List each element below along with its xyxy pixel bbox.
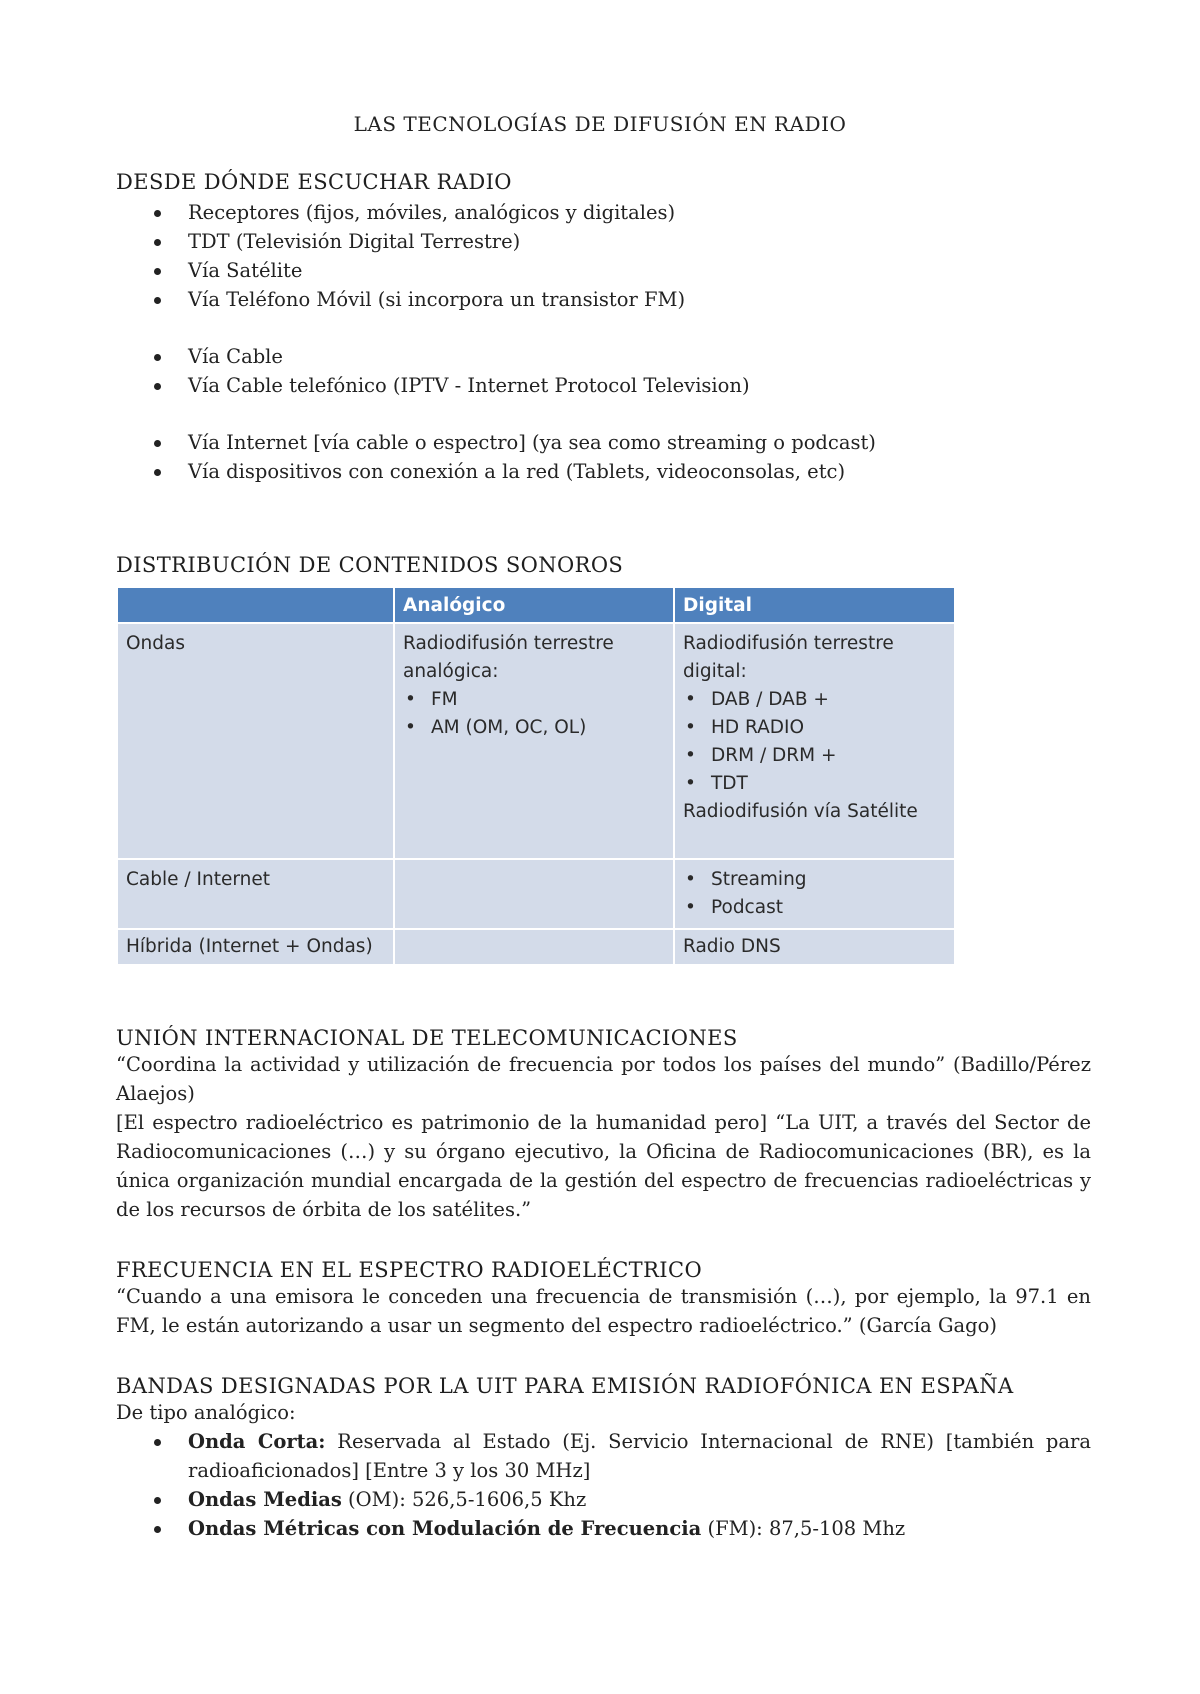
bullet-icon xyxy=(154,469,161,476)
list-item: TDT (Televisión Digital Terrestre) xyxy=(116,227,1091,256)
table-header-cell: Digital xyxy=(674,588,954,623)
table-cell xyxy=(674,859,954,929)
section-frequency xyxy=(116,1258,1091,1340)
section-heading: UNIÓN INTERNACIONAL DE TELECOMUNICACIONES xyxy=(116,1026,738,1050)
distribution-table xyxy=(118,588,954,964)
list-item: Vía Internet [vía cable o espectro] (ya sea como streaming o podcast) xyxy=(116,428,1091,457)
table-cell: Híbrida (Internet + Ondas) xyxy=(118,929,394,964)
table-row xyxy=(118,623,954,859)
list-item: • DAB / DAB + xyxy=(683,686,946,714)
bullet-icon: • xyxy=(685,773,696,794)
bullet-icon: • xyxy=(685,745,696,766)
bullet-icon xyxy=(154,210,161,217)
table-cell: Radiodifusión terrestre analógica: • FM • AM (OM, OC, OL) xyxy=(394,623,674,859)
table-header-cell: Analógico xyxy=(394,588,674,623)
section-heading: BANDAS DESIGNADAS POR LA UIT PARA EMISIÓN RADIOFÓNICA EN ESPAÑA xyxy=(116,1374,1014,1398)
section-bands xyxy=(116,1374,1091,1543)
paragraph: De tipo analógico: xyxy=(116,1401,296,1424)
list-item: Vía dispositivos con conexión a la red (Tablets, videoconsolas, etc) xyxy=(116,457,1091,486)
list-item: Ondas Métricas con Modulación de Frecuencia (FM): 87,5-108 Mhz xyxy=(116,1514,1091,1543)
bullet-icon xyxy=(154,1497,161,1504)
table-cell: Radiodifusión terrestre digital: • DAB / DAB + • HD RADIO • DRM / DRM + • TDT Radiodifusión vía Satélite xyxy=(674,623,954,859)
table-row xyxy=(118,929,954,964)
list-item: Vía Cable telefónico (IPTV - Internet Protocol Television) xyxy=(116,371,1091,400)
paragraph: [El espectro radioeléctrico es patrimonio de la humanidad pero] “La UIT, a través del Sector de Radiocomunicaciones (…) y su órgano ejecutivo, la Oficina de Radiocomunicaciones (BR), es la única organización mundial encargada de la gestión del espectro de frecuencias radioeléctricas y de los recursos de órbita de los satélites.” xyxy=(116,1111,1091,1221)
bullet-icon: • xyxy=(685,689,696,710)
digital-list xyxy=(683,686,946,798)
digital-list xyxy=(683,866,946,922)
table-header-cell xyxy=(118,588,394,623)
section-listening-sources xyxy=(116,170,1091,486)
bullet-icon: • xyxy=(685,897,696,918)
bullet-icon: • xyxy=(405,717,416,738)
table-cell: Radio DNS xyxy=(674,929,954,964)
table-row xyxy=(118,859,954,929)
bullet-icon xyxy=(154,239,161,246)
bands-list xyxy=(116,1427,1091,1543)
list-item: Vía Teléfono Móvil (si incorpora un transistor FM) xyxy=(116,285,1091,314)
table-header-row xyxy=(118,588,954,623)
list-item: Vía Cable xyxy=(116,342,1091,371)
table-cell: Cable / Internet xyxy=(118,859,394,929)
bullet-icon: • xyxy=(685,869,696,890)
list-item: • FM xyxy=(403,686,665,714)
analog-list xyxy=(403,686,665,742)
bullet-icon: • xyxy=(405,689,416,710)
bullet-icon xyxy=(154,1526,161,1533)
list-item: • HD RADIO xyxy=(683,714,946,742)
list-item: • TDT xyxy=(683,770,946,798)
list-item: Ondas Medias (OM): 526,5-1606,5 Khz xyxy=(116,1485,1091,1514)
list-item: • Streaming xyxy=(683,866,946,894)
bullet-icon xyxy=(154,268,161,275)
list-item: • DRM / DRM + xyxy=(683,742,946,770)
list-item: • Podcast xyxy=(683,894,946,922)
list-item: Onda Corta: Reservada al Estado (Ej. Servicio Internacional de RNE) [también para radioaficionados] [Entre 3 y los 30 MHz] xyxy=(116,1427,1091,1485)
section-uit xyxy=(116,1026,1091,1224)
section-heading: FRECUENCIA EN EL ESPECTRO RADIOELÉCTRICO xyxy=(116,1258,703,1282)
bullet-icon xyxy=(154,297,161,304)
table-cell: Ondas xyxy=(118,623,394,859)
section-distribution xyxy=(116,553,1091,577)
listening-sources-list xyxy=(116,198,1091,486)
document-title: LAS TECNOLOGÍAS DE DIFUSIÓN EN RADIO xyxy=(353,112,847,136)
bullet-icon: • xyxy=(685,717,696,738)
list-item: • AM (OM, OC, OL) xyxy=(403,714,665,742)
paragraph: “Coordina la actividad y utilización de frecuencia por todos los países del mundo” (Badillo/Pérez Alaejos) xyxy=(116,1053,1091,1105)
table-cell xyxy=(394,929,674,964)
section-heading: DISTRIBUCIÓN DE CONTENIDOS SONOROS xyxy=(116,553,624,577)
bullet-icon xyxy=(154,383,161,390)
section-heading: DESDE DÓNDE ESCUCHAR RADIO xyxy=(116,170,512,194)
table-cell xyxy=(394,859,674,929)
list-item: Vía Satélite xyxy=(116,256,1091,285)
list-item: Receptores (fijos, móviles, analógicos y digitales) xyxy=(116,198,1091,227)
bullet-icon xyxy=(154,440,161,447)
paragraph: “Cuando a una emisora le conceden una frecuencia de transmisión (…), por ejemplo, la 97.1 en FM, le están autorizando a usar un segmento del espectro radioeléctrico.” (García Gago) xyxy=(116,1285,1091,1337)
bullet-icon xyxy=(154,1439,161,1446)
bullet-icon xyxy=(154,354,161,361)
